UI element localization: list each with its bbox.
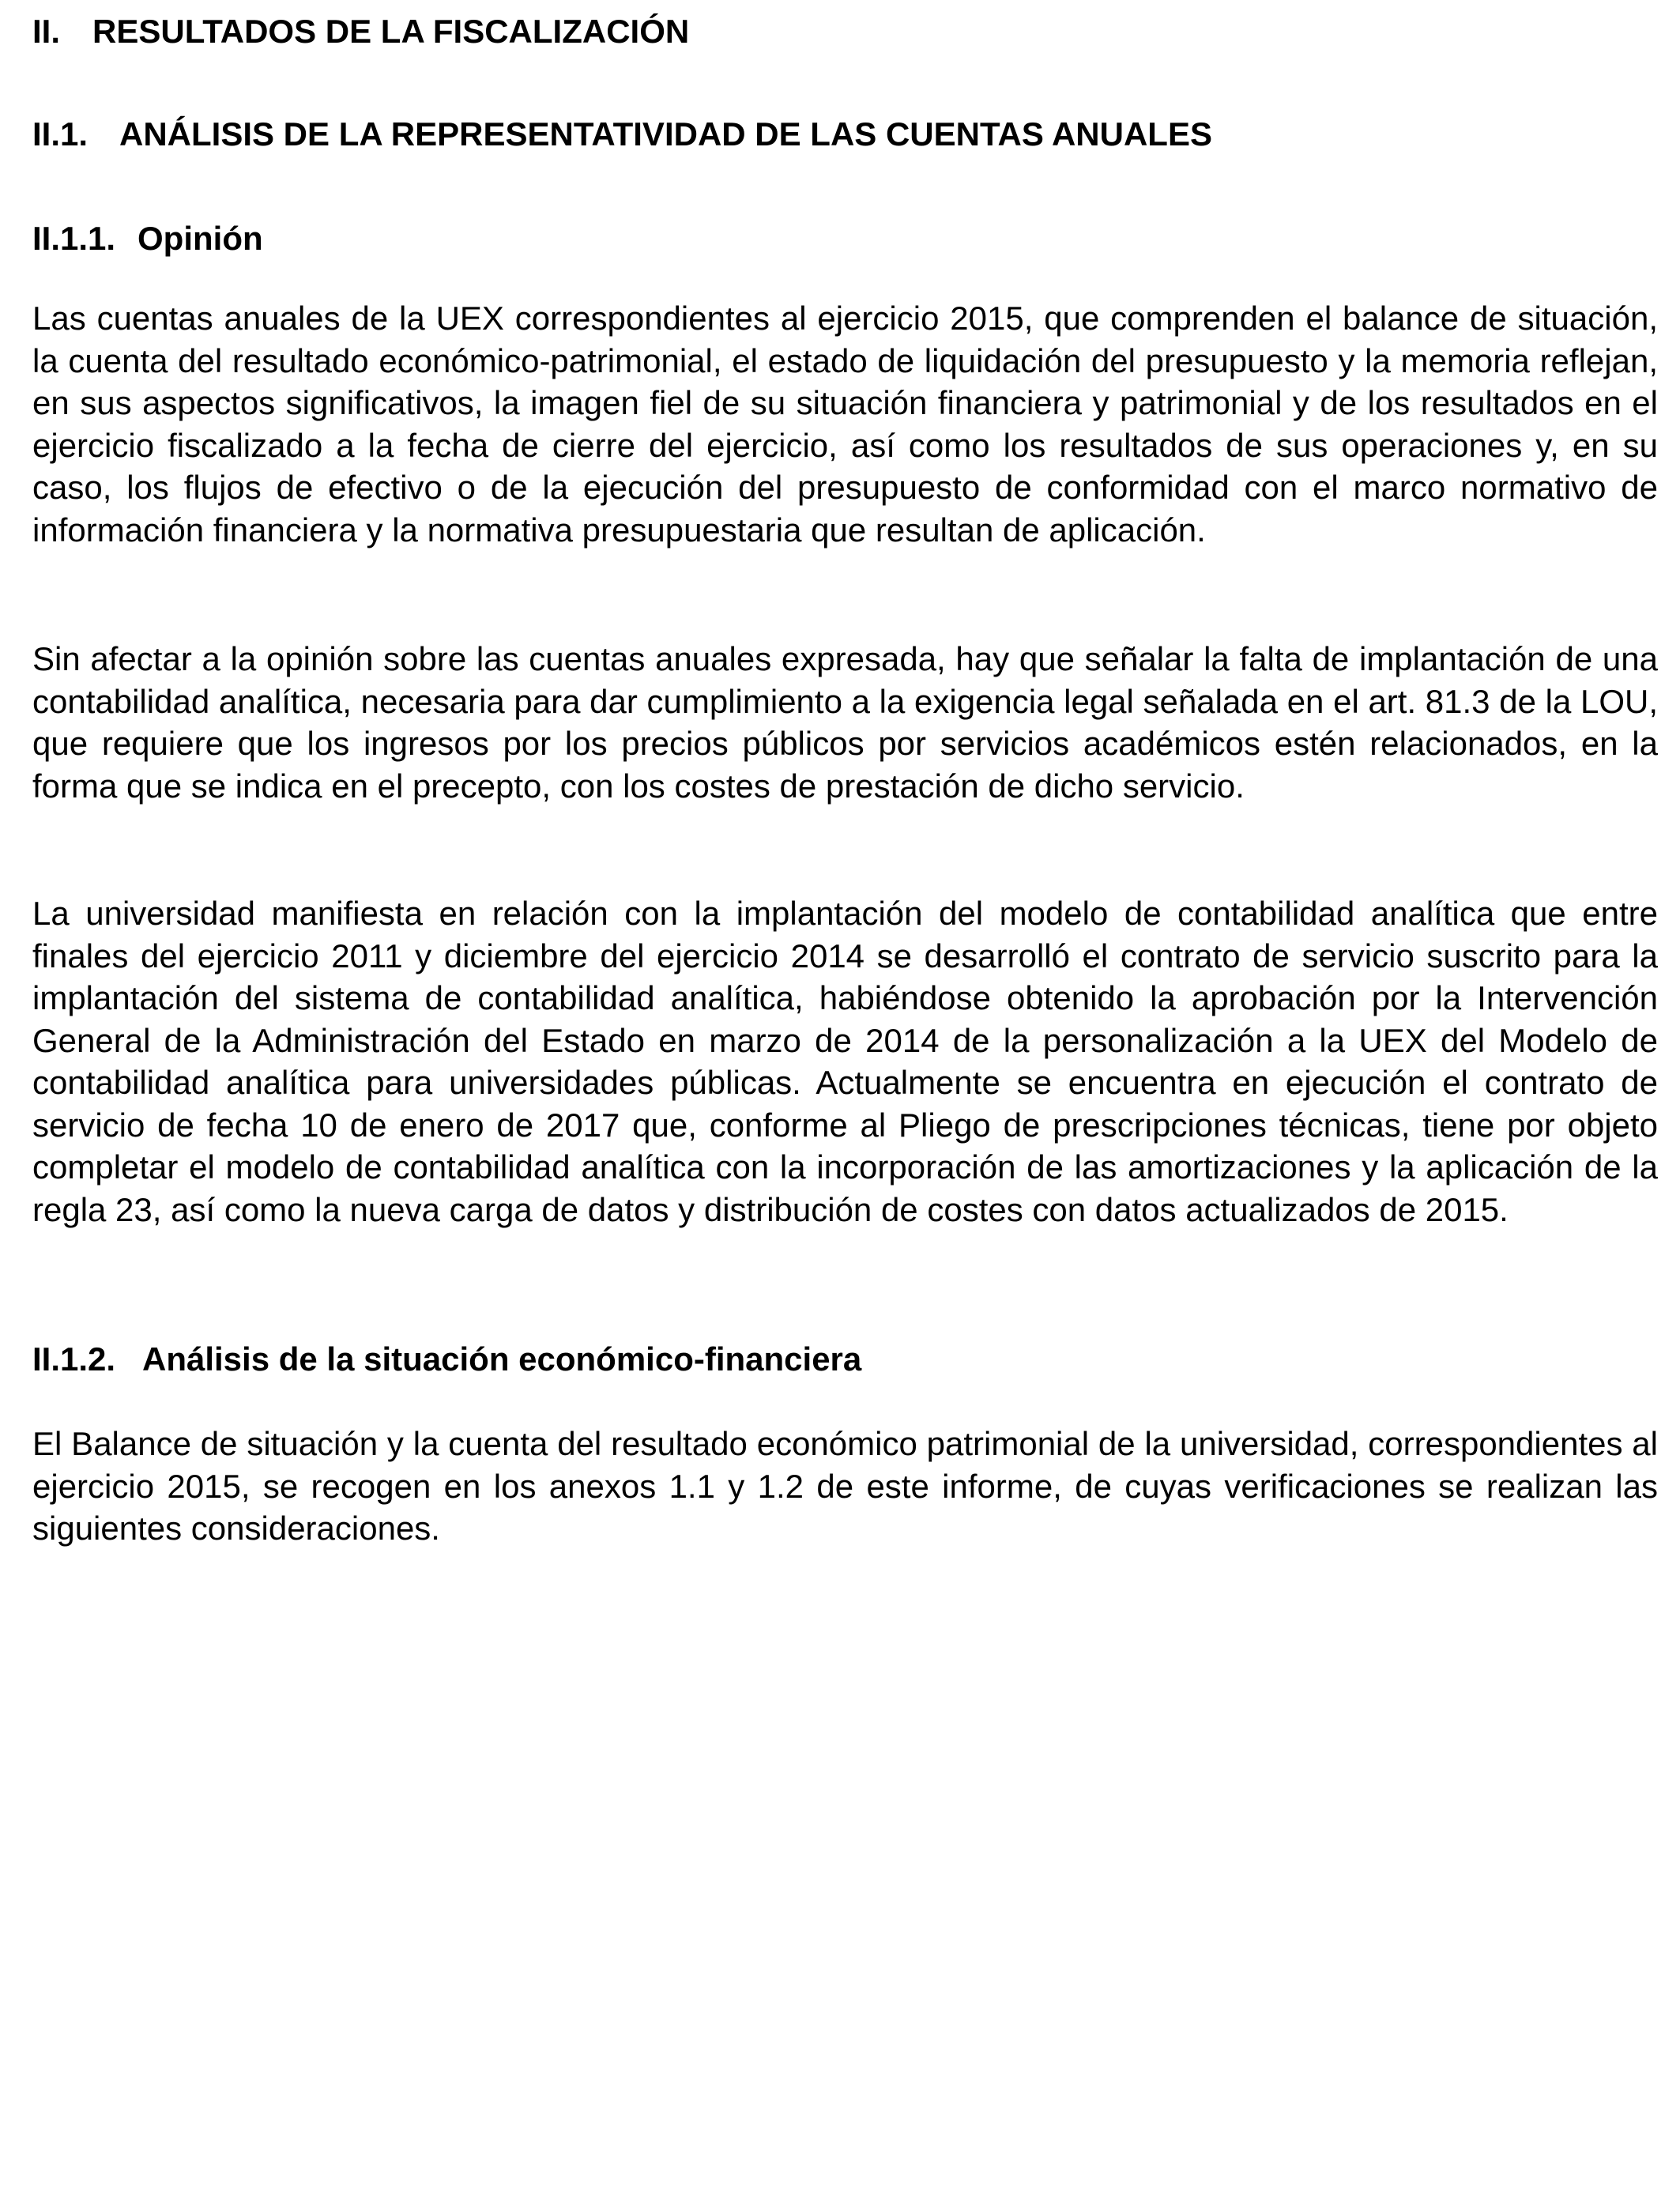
paragraph-contabilidad-analitica: Sin afectar a la opinión sobre las cuentas anuales expresada, hay que señalar la falta de implantación de una contabilidad analítica, necesaria para dar cumplimiento a la exigencia legal señalada en el art. 81.3 de la LOU, que requiere que los ingresos por los precios públicos por servicios académicos estén relacionados, en la forma que se indica en el precepto, con los costes de prestación de dicho servicio. [32,640,1658,805]
section-number: II.1. [32,115,89,153]
section-title: ANÁLISIS DE LA REPRESENTATIVIDAD DE LAS CUENTAS ANUALES [119,115,1212,153]
paragraph-balance-situacion: El Balance de situación y la cuenta del resultado económico patrimonial de la universidad, correspondientes al ejercicio 2015, se recogen en los anexos 1.1 y 1.2 de este informe, de cuyas verificaciones se realizan las siguientes consideraciones. [32,1425,1658,1547]
subsection-heading-analisis-representatividad [32,114,1212,155]
section-number: II.1.1. [32,220,116,257]
section-number: II. [32,13,61,50]
subsection-heading-opinion [32,218,263,259]
section-heading-resultados [32,11,689,52]
subsection-heading-situacion-economico-financiera [32,1339,861,1380]
section-title: Análisis de la situación económico-financiera [142,1340,862,1378]
section-title: Opinión [137,220,263,257]
section-number: II.1.2. [32,1340,116,1378]
section-title: RESULTADOS DE LA FISCALIZACIÓN [92,13,690,50]
paragraph-universidad-manifiesta: La universidad manifiesta en relación con la implantación del modelo de contabilidad analítica que entre finales del ejercicio 2011 y diciembre del ejercicio 2014 se desarrolló el contrato de servicio suscrito para la implantación del sistema de contabilidad analítica, habiéndose obtenido la aprobación por la Intervención General de la Administración del Estado en marzo de 2014 de la personalización a la UEX del Modelo de contabilidad analítica para universidades públicas. Actualmente se encuentra en ejecución el contrato de servicio de fecha 10 de enero de 2017 que, conforme al Pliego de prescripciones técnicas, tiene por objeto completar el modelo de contabilidad analítica con la incorporación de las amortizaciones y la aplicación de la regla 23, así como la nueva carga de datos y distribución de costes con datos actualizados de 2015. [32,895,1658,1228]
paragraph-opinion: Las cuentas anuales de la UEX correspondientes al ejercicio 2015, que comprenden el balance de situación, la cuenta del resultado económico-patrimonial, el estado de liquidación del presupuesto y la memoria reflejan, en sus aspectos significativos, la imagen fiel de su situación financiera y patrimonial y de los resultados en el ejercicio fiscalizado a la fecha de cierre del ejercicio, así como los resultados de sus operaciones y, en su caso, los flujos de efectivo o de la ejecución del presupuesto de conformidad con el marco normativo de información financiera y la normativa presupuestaria que resultan de aplicación. [32,300,1658,548]
